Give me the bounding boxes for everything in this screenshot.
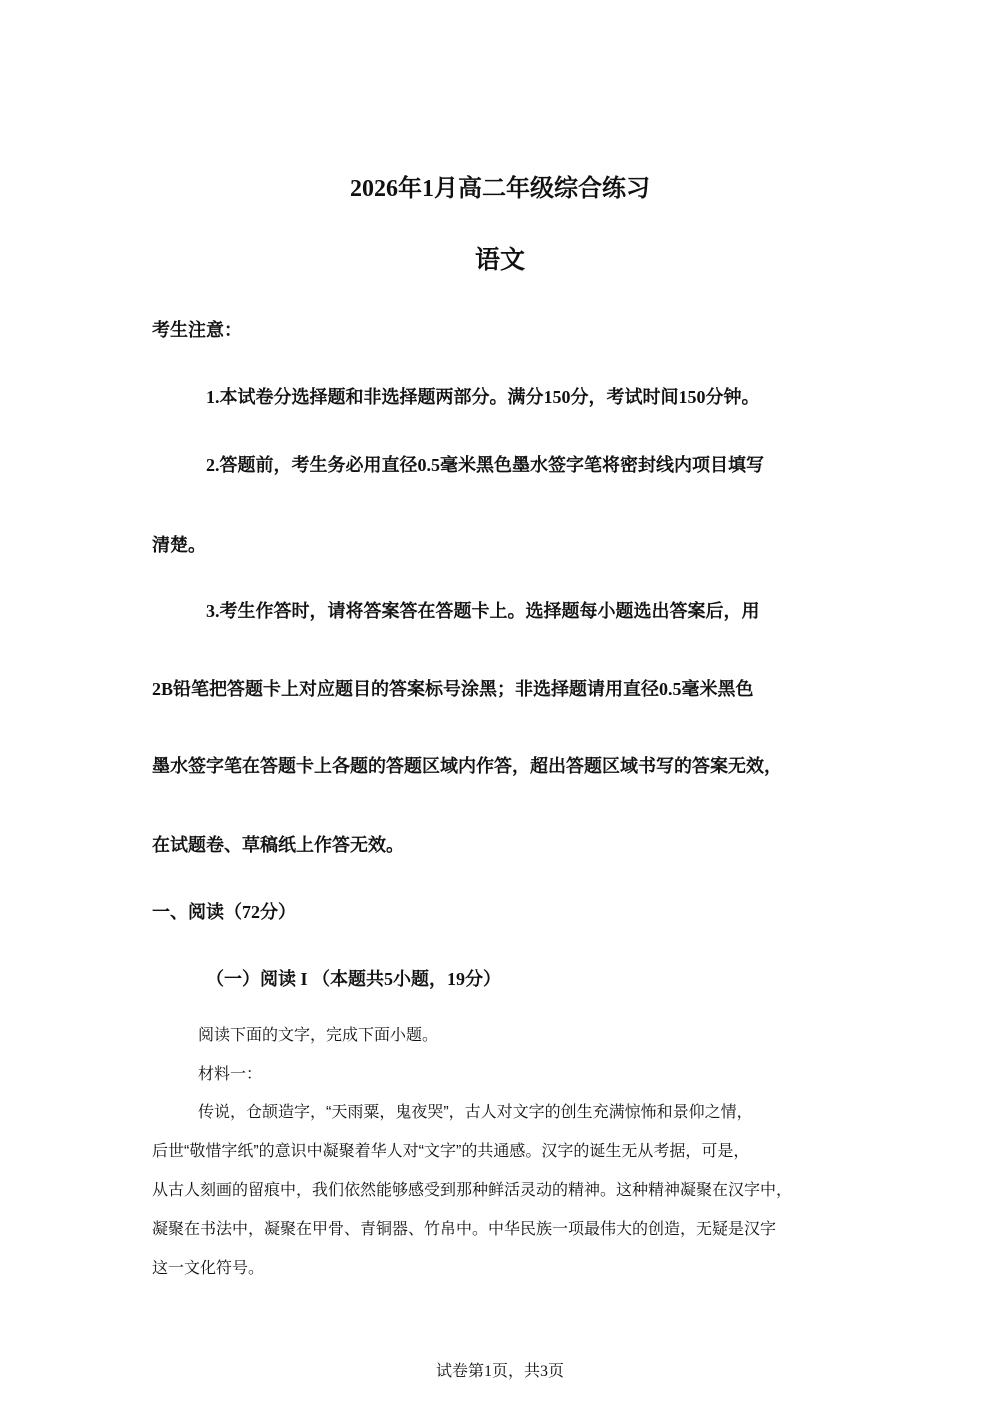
notice-item-3-line-2: 2B铅笔把答题卡上对应题目的答案标号涂黑；非选择题请用直径0.5毫米黑色 bbox=[152, 679, 754, 699]
notice-item-3: 3.考生作答时，请将答案答在答题卡上。选择题每小题选出答案后，用 bbox=[206, 601, 760, 621]
notice-item-3-line-4: 在试题卷、草稿纸上作答无效。 bbox=[152, 835, 404, 855]
subject-title: 语文 bbox=[474, 247, 525, 274]
section-heading: 一、阅读（72分） bbox=[152, 902, 296, 922]
page-footer: 试卷第1页，共3页 bbox=[435, 1363, 564, 1380]
exam-title: 2026年1月高二年级综合练习 bbox=[350, 176, 650, 202]
notice-item-2-continued: 清楚。 bbox=[152, 535, 206, 555]
paragraph-line: 传说，仓颉造字，“天雨粟，鬼夜哭”，古人对文字的创生充满惊怖和景仰之情， bbox=[198, 1104, 753, 1121]
notice-heading: 考生注意： bbox=[152, 320, 242, 340]
paragraph-line: 凝聚在书法中，凝聚在甲骨、青铜器、竹帛中。中华民族一项最伟大的创造，无疑是汉字 bbox=[152, 1221, 777, 1238]
paragraph-line: 这一文化符号。 bbox=[152, 1260, 265, 1277]
reading-instruction: 阅读下面的文字，完成下面小题。 bbox=[198, 1027, 439, 1044]
notice-item-1: 1.本试卷分选择题和非选择题两部分。满分150分，考试时间150分钟。 bbox=[206, 387, 760, 407]
paragraph-line: 从古人刻画的留痕中，我们依然能够感受到那种鲜活灵动的精神。这种精神凝聚在汉字中， bbox=[152, 1182, 793, 1199]
subsection-heading: （一）阅读 I （本题共5小题，19分） bbox=[206, 969, 502, 989]
notice-item-2: 2.答题前，考生务必用直径0.5毫米黑色墨水签字笔将密封线内项目填写 bbox=[206, 455, 764, 475]
material-label: 材料一： bbox=[198, 1066, 263, 1083]
notice-item-3-line-3: 墨水签字笔在答题卡上各题的答题区域内作答，超出答题区域书写的答案无效， bbox=[152, 756, 782, 776]
paragraph-line: 后世“敬惜字纸”的意识中凝聚着华人对“文字”的共通感。汉字的诞生无从考据，可是， bbox=[152, 1143, 750, 1160]
